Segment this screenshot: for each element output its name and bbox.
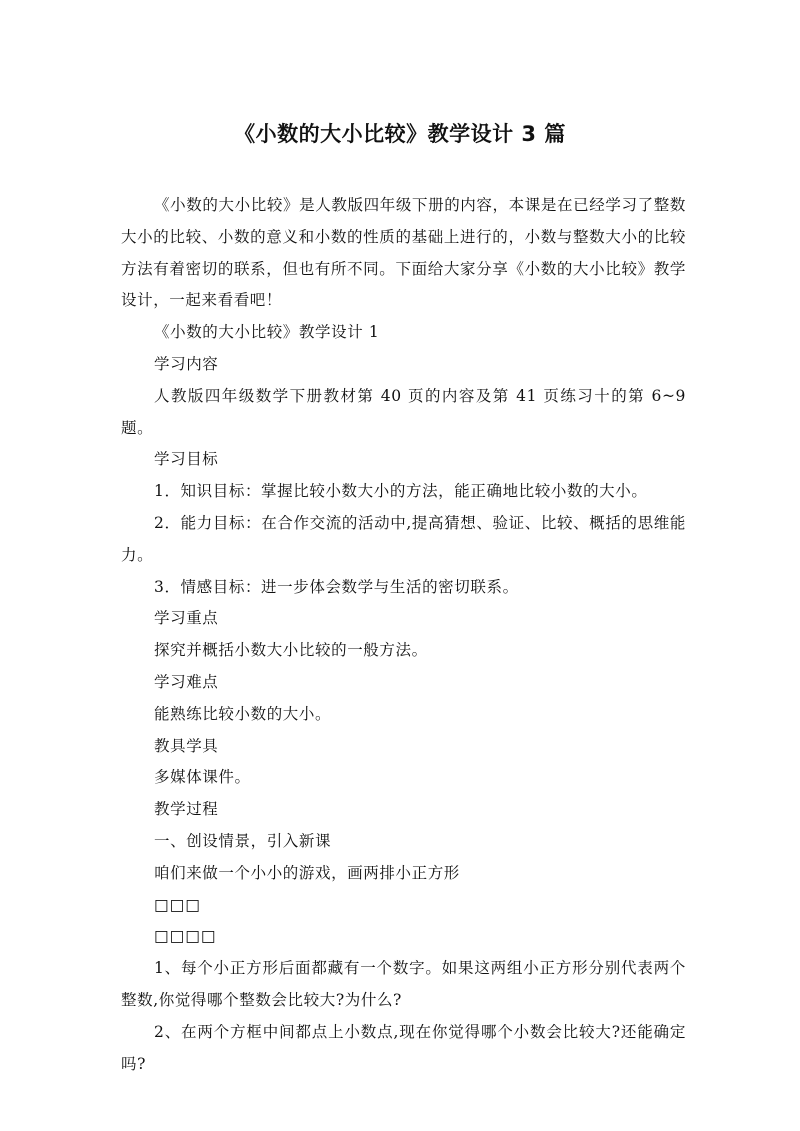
goal-ability: 2．能力目标：在合作交流的活动中,提高猜想、验证、比较、概括的思维能力。 [121, 513, 686, 564]
paragraph-game: 咱们来做一个小小的游戏，画两排小正方形 [154, 863, 460, 882]
squares-row-three: □□□ [154, 895, 201, 914]
heading-learning-goals: 学习目标 [154, 450, 219, 469]
paragraph-difficulties: 能熟练比较小数的大小。 [154, 704, 332, 723]
section-heading-design-1: 《小数的大小比较》教学设计 1 [154, 323, 380, 342]
paragraph-key-points: 探究并概括小数大小比较的一般方法。 [154, 641, 428, 660]
heading-difficulties: 学习难点 [154, 672, 219, 691]
heading-key-points: 学习重点 [154, 609, 219, 628]
question-2: 2、在两个方框中间都点上小数点,现在你觉得哪个小数会比较大?还能确定吗? [121, 1022, 686, 1073]
paragraph-learning-content: 人教版四年级数学下册教材第 40 页的内容及第 41 页练习十的第 6~9 题。 [121, 386, 686, 437]
heading-teaching-process: 教学过程 [154, 800, 219, 819]
paragraph-teaching-aids: 多媒体课件。 [154, 768, 251, 787]
question-1: 1、每个小正方形后面都藏有一个数字。如果这两组小正方形分别代表两个整数,你觉得哪个整数会比较大?为什么? [121, 959, 686, 1009]
document-body [121, 190, 686, 1080]
subheading-scenario: 一、创设情景，引入新课 [154, 831, 332, 850]
heading-learning-content: 学习内容 [154, 354, 219, 373]
document-title: 《小数的大小比较》教学设计 3 篇 [234, 122, 566, 146]
squares-row-four: □□□□ [154, 927, 217, 946]
goal-emotion: 3．情感目标：进一步体会数学与生活的密切联系。 [154, 577, 519, 596]
heading-teaching-aids: 教具学具 [154, 736, 219, 755]
goal-knowledge: 1．知识目标：掌握比较小数大小的方法，能正确地比较小数的大小。 [154, 482, 648, 501]
intro-paragraph: 《小数的大小比较》是人教版四年级下册的内容，本课是在已经学习了整数大小的比较、小数的意义和小数的性质的基础上进行的，小数与整数大小的比较方法有着密切的联系，但也有所不同。下面给大家分享《小数的大小比较》教学设计，一起来看看吧！ [121, 196, 686, 310]
